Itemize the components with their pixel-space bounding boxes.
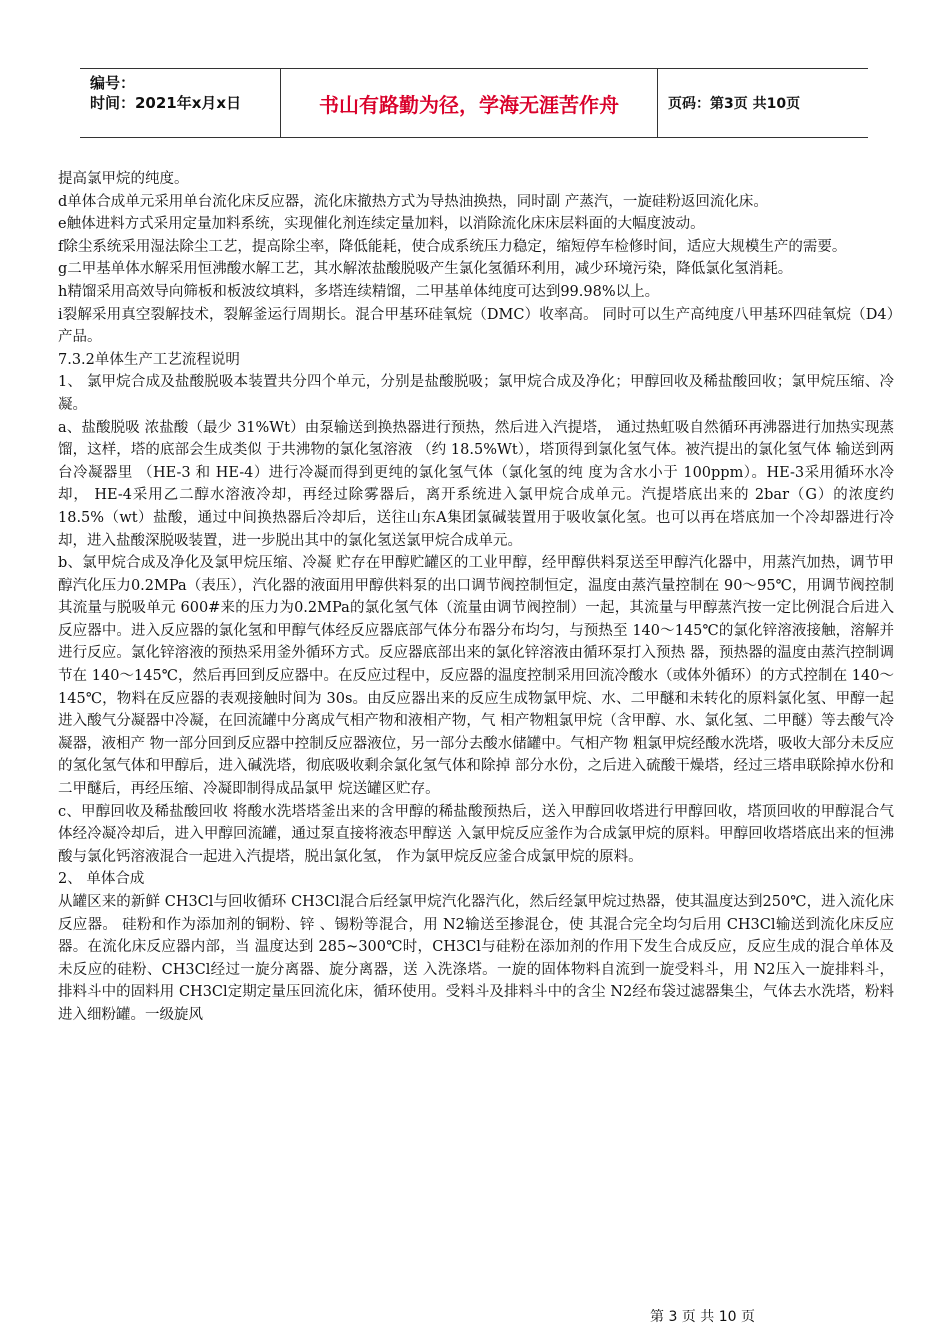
- paragraph: i裂解采用真空裂解技术，裂解釜运行周期长。混合甲基环硅氧烷（DMC）收率高。 同时可以生产高纯度八甲基环四硅氧烷（D4）产品。: [58, 306, 894, 346]
- paragraph: 1、 氯甲烷合成及盐酸脱吸本装置共分四个单元，分别是盐酸脱吸；氯甲烷合成及净化；甲醇回收及稀盐酸回收；氯甲烷压缩、冷凝。: [58, 374, 894, 413]
- paragraph: g二甲基单体水解采用恒沸酸水解工艺，其水解浓盐酸脱吸产生氯化氢循环利用，减少环境污染，降低氯化氢消耗。: [58, 261, 793, 278]
- section-heading: 2、 单体合成: [58, 871, 145, 888]
- paragraph: c、甲醇回收及稀盐酸回收 将酸水洗塔塔釜出来的含甲醇的稀盐酸预热后，送入甲醇回收塔进行甲醇回收，塔顶回收的甲醇混合气体经冷凝冷却后，进入甲醇回流罐，通过泵直接将液态甲醇送 入氯甲烷反应釜作为合成氯甲烷的原料。甲醇回收塔塔底出来的恒沸酸与氯化钙溶液混合一起进入汽提塔，脱出氯化氢， 作为氯甲烷反应釜合成氯甲烷的原料。: [58, 803, 894, 865]
- header-motto: 书山有路勤为径，学海无涯苦作舟: [280, 69, 658, 137]
- document-body: [58, 168, 894, 1027]
- paragraph: e触体进料方式采用定量加料系统，实现催化剂连续定量加料，以消除流化床床层料面的大幅度波动。: [58, 216, 705, 233]
- header-page-label: 页码：第3页 共10页: [668, 96, 801, 112]
- page-footer: 第 3 页 共 10 页: [650, 1309, 755, 1325]
- paragraph: 从罐区来的新鲜 CH3Cl与回收循环 CH3Cl混合后经氯甲烷汽化器汽化，然后经氯甲烷过热器，使其温度达到250℃，进入流化床反应器。 硅粉和作为添加剂的铜粉、锌 、锡粉等混合，用 N2输送至掺混仓，使 其混合完全均匀后用 CH3Cl输送到流化床反应器。在流化床反应器内部，当 温度达到 285~300℃时，CH3Cl与硅粉在添加剂的作用下发生合成反应，反应生成的混合单体及未反应的硅粉、CH3Cl经过一旋分离器、旋分离器，送 入洗涤塔。一旋的固体物料自流到一旋受料斗，用 N2压入一旋排料斗， 排料斗中的固料用 CH3Cl定期定量压回流化床，循环使用。受料斗及排料斗中的含尘 N2经布袋过滤器集尘，气体去水洗塔，粉料进入细粉罐。一级旋风: [58, 894, 894, 1023]
- page-header: [80, 68, 868, 138]
- number-label: 编号：: [90, 74, 136, 92]
- paragraph: b、氯甲烷合成及净化及氯甲烷压缩、冷凝 贮存在甲醇贮罐区的工业甲醇，经甲醇供料泵送至甲醇汽化器中，用蒸汽加热，调节甲醇汽化压力0.2MPa（表压），汽化器的液面用甲醇供料泵的出口调节阀控制恒定，温度由蒸汽量控制在 90～95℃，用调节阀控制其流量与脱吸单元 600#来的压力为0.2MPa的氯化氢气体（流量由调节阀控制）一起，其流量与甲醇蒸汽按一定比例混合后进入反应器中。进入反应器的氯化氢和甲醇气体经反应器底部气体分布器分布均匀，与预热至 140～145℃的氯化锌溶液接触，溶解并进行反应。氯化锌溶液的预热采用釜外循环方式。反应器底部出来的氯化锌溶液由循环泵打入预热 器，预热器的温度由蒸汽控制调节在 140～145℃，然后再回到反应器中。在反应过程中，反应器的温度控制采用回流冷酸水（或体外循环）的方式控制在 140～145℃，物料在反应器的表观接触时间为 30s。由反应器出来的反应生成物氯甲烷、水、二甲醚和未转化的原料氯化氢、甲醇一起进入酸气分凝器中冷凝，在回流罐中分离成气相产物和液相产物，气 相产物粗氯甲烷（含甲醇、水、氯化氢、二甲醚）等去酸气冷凝器，液相产 物一部分回到反应器中控制反应器液位，另一部分去酸水储罐中。气相产物 粗氯甲烷经酸水洗塔，吸收大部分未反应的氢化氢气体和甲醇后，进入碱洗塔，彻底吸收剩余氯化氢气体和除掉 部分水份，之后进入硫酸干燥塔，经过三塔串联除掉水份和二甲醚后，再经压缩、冷凝即制得成品氯甲 烷送罐区贮存。: [58, 555, 894, 798]
- paragraph: d单体合成单元采用单台流化床反应器，流化床撤热方式为导热油换热，同时副 产蒸汽，一旋硅粉返回流化床。: [58, 193, 768, 210]
- section-heading: 7.3.2单体生产工艺流程说明: [58, 351, 240, 368]
- time-label: 时间：2021年x月x日: [90, 94, 242, 112]
- paragraph: 提高氯甲烷的纯度。: [58, 171, 189, 187]
- header-left-cell: [80, 69, 280, 137]
- paragraph: a、盐酸脱吸 浓盐酸（最少 31%Wt）由泵输送到换热器进行预热，然后进入汽提塔， 通过热虹吸自然循环再沸器进行加热实现蒸馏，这样，塔的底部会生成类似 于共沸物的氯化氢溶液 （约 18.5%Wt），塔顶得到氯化氢气体。被汽提出的氯化氢气体 输送到两台冷凝器里 （HE-3 和 HE-4）进行冷凝而得到更纯的氯化氢气体（氯化氢的纯 度为含水小于 100ppm）。HE-3采用循环水冷却， HE-4采用乙二醇水溶液冷却，再经过除雾器后，离开系统进入氯甲烷合成单元。汽提塔底出来的 2bar（G）的浓度约 18.5%（wt）盐酸，通过中间换热器后冷却后，送往山东A集团氯碱装置用于吸收氯化氢。也可以再在塔底加一个冷却器进行冷却，进入盐酸深脱吸装置，进一步脱出其中的氯化氢送氯甲烷合成单元。: [58, 419, 894, 549]
- paragraph: f除尘系统采用湿法除尘工艺，提高除尘率，降低能耗，使合成系统压力稳定，缩短停车检修时间，适应大规模生产的需要。: [58, 238, 847, 255]
- paragraph: h精馏采用高效导向筛板和板波纹填料，多塔连续精馏，二甲基单体纯度可达到99.98%以上。: [58, 283, 660, 300]
